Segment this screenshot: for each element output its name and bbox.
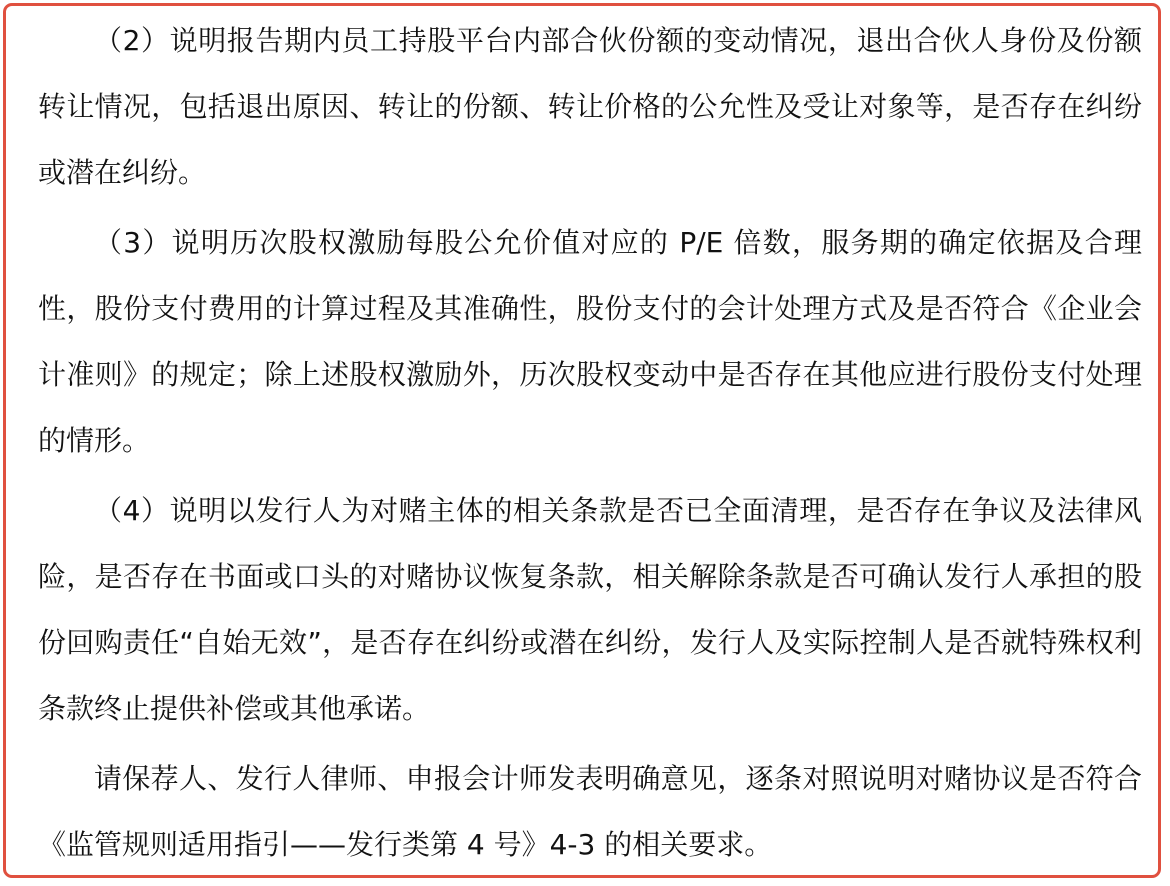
paragraph-item-4: （4）说明以发行人为对赌主体的相关条款是否已全面清理，是否存在争议及法律风险，是否存在书面或口头的对赌协议恢复条款，相关解除条款是否可确认发行人承担的股份回购责任“自始无效”，是否存在纠纷或潜在纠纷，发行人及实际控制人是否就特殊权利条款终止提供补偿或其他承诺。 xyxy=(38,494,1142,725)
paragraph-request: 请保荐人、发行人律师、申报会计师发表明确意见，逐条对照说明对赌协议是否符合《监管规则适用指引——发行类第 4 号》4-3 的相关要求。 xyxy=(38,762,1142,861)
document-body xyxy=(38,8,1142,878)
paragraph-item-2: （2）说明报告期内员工持股平台内部合伙份额的变动情况，退出合伙人身份及份额转让情况，包括退出原因、转让的份额、转让价格的公允性及受让对象等，是否存在纠纷或潜在纠纷。 xyxy=(38,24,1142,189)
paragraph-item-3: （3）说明历次股权激励每股公允价值对应的 P/E 倍数，服务期的确定依据及合理性，股份支付费用的计算过程及其准确性，股份支付的会计处理方式及是否符合《企业会计准则》的规定；除上述股权激励外，历次股权变动中是否存在其他应进行股份支付处理的情形。 xyxy=(38,226,1142,457)
